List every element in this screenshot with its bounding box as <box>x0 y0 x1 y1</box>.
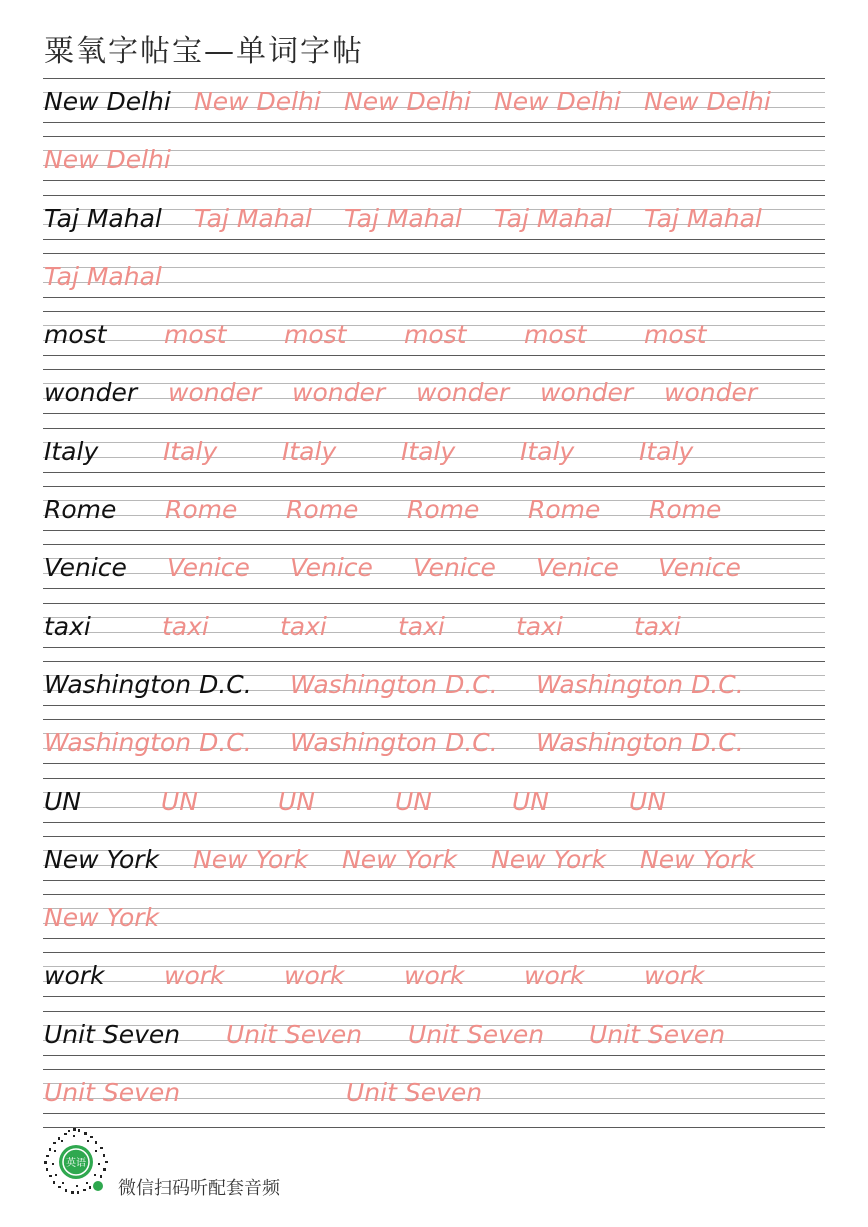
writing-row <box>43 195 825 253</box>
writing-row <box>43 428 825 486</box>
writing-row <box>43 894 825 952</box>
ruling-line <box>43 369 825 370</box>
trace-word: Washington D.C. <box>536 669 744 699</box>
writing-row <box>43 253 825 311</box>
trace-word: Unit Seven <box>346 1078 483 1108</box>
trace-word: work <box>404 961 465 991</box>
trace-word: taxi <box>634 611 681 641</box>
trace-word: Italy <box>520 436 575 466</box>
model-word: taxi <box>44 611 91 641</box>
word-slots <box>44 665 825 705</box>
trace-word: taxi <box>516 611 563 641</box>
word-slots <box>44 199 825 239</box>
trace-word: most <box>404 320 467 350</box>
trace-word: UN <box>395 786 432 816</box>
writing-row <box>43 661 825 719</box>
ruling-line <box>43 1069 825 1070</box>
model-word: New York <box>44 844 160 874</box>
trace-word: work <box>524 961 585 991</box>
trace-word: Unit Seven <box>226 1019 363 1049</box>
trace-word: Venice <box>167 553 250 583</box>
word-slots <box>44 723 825 763</box>
trace-word: New York <box>491 844 607 874</box>
trace-word: New York <box>193 844 309 874</box>
trace-word: Rome <box>649 495 722 525</box>
trace-word: taxi <box>398 611 445 641</box>
handwriting-sheet <box>43 78 825 1128</box>
trace-word: UN <box>512 786 549 816</box>
trace-word: Italy <box>163 436 218 466</box>
trace-word: Washington D.C. <box>44 728 252 758</box>
trace-word: New Delhi <box>194 87 321 116</box>
ruling-line <box>43 180 825 181</box>
ruling-line <box>43 530 825 531</box>
trace-word: Italy <box>401 436 456 466</box>
footer <box>40 1126 440 1198</box>
writing-row <box>43 778 825 836</box>
trace-word: New Delhi <box>344 87 471 116</box>
trace-word: Venice <box>658 553 741 583</box>
word-slots <box>44 490 825 530</box>
writing-row <box>43 836 825 894</box>
trace-word: wonder <box>168 378 262 408</box>
word-slots <box>44 782 825 822</box>
word-slots <box>44 373 825 413</box>
word-slots <box>44 315 825 355</box>
ruling-line <box>43 778 825 779</box>
writing-row <box>43 311 825 369</box>
ruling-line <box>43 1055 825 1056</box>
word-slots <box>44 607 825 647</box>
trace-word: most <box>164 320 227 350</box>
trace-word: taxi <box>280 611 327 641</box>
ruling-line <box>43 355 825 356</box>
ruling-line <box>43 938 825 939</box>
trace-word: Unit Seven <box>408 1019 545 1049</box>
ruling-line <box>43 880 825 881</box>
writing-row <box>43 1069 825 1127</box>
word-slots <box>44 1015 825 1055</box>
word-slots <box>44 840 825 880</box>
trace-word: Taj Mahal <box>644 203 762 233</box>
word-slots <box>44 898 825 938</box>
trace-word: Italy <box>639 436 694 466</box>
model-word: Taj Mahal <box>44 203 162 233</box>
trace-word: UN <box>161 786 198 816</box>
trace-word: New York <box>44 903 160 933</box>
model-word: Rome <box>44 495 117 525</box>
trace-word: Rome <box>165 495 238 525</box>
trace-word: wonder <box>664 378 758 408</box>
ruling-line <box>43 78 825 79</box>
model-word: Washington D.C. <box>44 669 252 699</box>
word-slots <box>44 548 825 588</box>
trace-word: Rome <box>407 495 480 525</box>
ruling-line <box>43 894 825 895</box>
writing-row <box>43 544 825 602</box>
ruling-line <box>43 428 825 429</box>
writing-row <box>43 78 825 136</box>
trace-word: work <box>284 961 345 991</box>
trace-word: Rome <box>286 495 359 525</box>
ruling-line <box>43 952 825 953</box>
qr-badge-label: 英语 <box>66 1158 86 1169</box>
trace-word: New York <box>342 844 458 874</box>
writing-row <box>43 952 825 1010</box>
trace-word: New York <box>640 844 756 874</box>
writing-row <box>43 369 825 427</box>
model-word: Italy <box>44 436 99 466</box>
trace-word: Venice <box>290 553 373 583</box>
writing-row <box>43 719 825 777</box>
ruling-line <box>43 136 825 137</box>
word-slots <box>44 432 825 472</box>
ruling-line <box>43 472 825 473</box>
ruling-line <box>43 486 825 487</box>
model-word: most <box>44 320 107 350</box>
word-slots <box>44 257 825 297</box>
ruling-line <box>43 297 825 298</box>
word-slots <box>44 956 825 996</box>
trace-word: wonder <box>416 378 510 408</box>
trace-word: UN <box>278 786 315 816</box>
trace-word: work <box>164 961 225 991</box>
trace-word: most <box>524 320 587 350</box>
trace-word: wonder <box>292 378 386 408</box>
ruling-line <box>43 719 825 720</box>
trace-word: most <box>284 320 347 350</box>
trace-word: taxi <box>162 611 209 641</box>
trace-word: New Delhi <box>644 87 771 116</box>
trace-word: Venice <box>413 553 496 583</box>
trace-word: New Delhi <box>494 87 621 116</box>
ruling-line <box>43 661 825 662</box>
ruling-line <box>43 603 825 604</box>
qr-code-icon <box>40 1126 112 1198</box>
model-word: New Delhi <box>44 87 171 116</box>
trace-word: most <box>644 320 707 350</box>
model-word: wonder <box>44 378 138 408</box>
ruling-line <box>43 996 825 997</box>
trace-word: wonder <box>540 378 634 408</box>
trace-word: Taj Mahal <box>494 203 612 233</box>
trace-word: Rome <box>528 495 601 525</box>
qr-caption: 微信扫码听配套音频 <box>118 1178 280 1199</box>
word-slots <box>44 140 825 180</box>
model-word: UN <box>44 786 81 816</box>
model-word: work <box>44 961 105 991</box>
ruling-line <box>43 1113 825 1114</box>
word-slots <box>44 82 825 122</box>
ruling-line <box>43 763 825 764</box>
trace-word: Venice <box>536 553 619 583</box>
trace-word: work <box>644 961 705 991</box>
writing-row <box>43 1011 825 1069</box>
writing-row <box>43 603 825 661</box>
writing-row <box>43 136 825 194</box>
ruling-line <box>43 647 825 648</box>
writing-row <box>43 486 825 544</box>
ruling-line <box>43 311 825 312</box>
ruling-line <box>43 705 825 706</box>
ruling-line <box>43 195 825 196</box>
trace-word: Washington D.C. <box>290 669 498 699</box>
ruling-line <box>43 239 825 240</box>
ruling-line <box>43 822 825 823</box>
ruling-line <box>43 253 825 254</box>
trace-word: Taj Mahal <box>44 261 162 291</box>
page-title: 粟氧字帖宝—单词字帖 <box>44 34 364 69</box>
trace-word: Taj Mahal <box>344 203 462 233</box>
trace-word: Unit Seven <box>589 1019 726 1049</box>
trace-word: Unit Seven <box>44 1078 181 1108</box>
trace-word: UN <box>629 786 666 816</box>
model-word: Venice <box>44 553 127 583</box>
trace-word: Washington D.C. <box>536 728 744 758</box>
ruling-line <box>43 836 825 837</box>
model-word: Unit Seven <box>44 1019 181 1049</box>
trace-word: Taj Mahal <box>194 203 312 233</box>
trace-word: Italy <box>282 436 337 466</box>
word-slots <box>44 1073 825 1113</box>
trace-word: New Delhi <box>44 145 171 175</box>
ruling-line <box>43 544 825 545</box>
ruling-line <box>43 122 825 123</box>
ruling-line <box>43 413 825 414</box>
trace-word: Washington D.C. <box>290 728 498 758</box>
ruling-line <box>43 588 825 589</box>
ruling-line <box>43 1011 825 1012</box>
